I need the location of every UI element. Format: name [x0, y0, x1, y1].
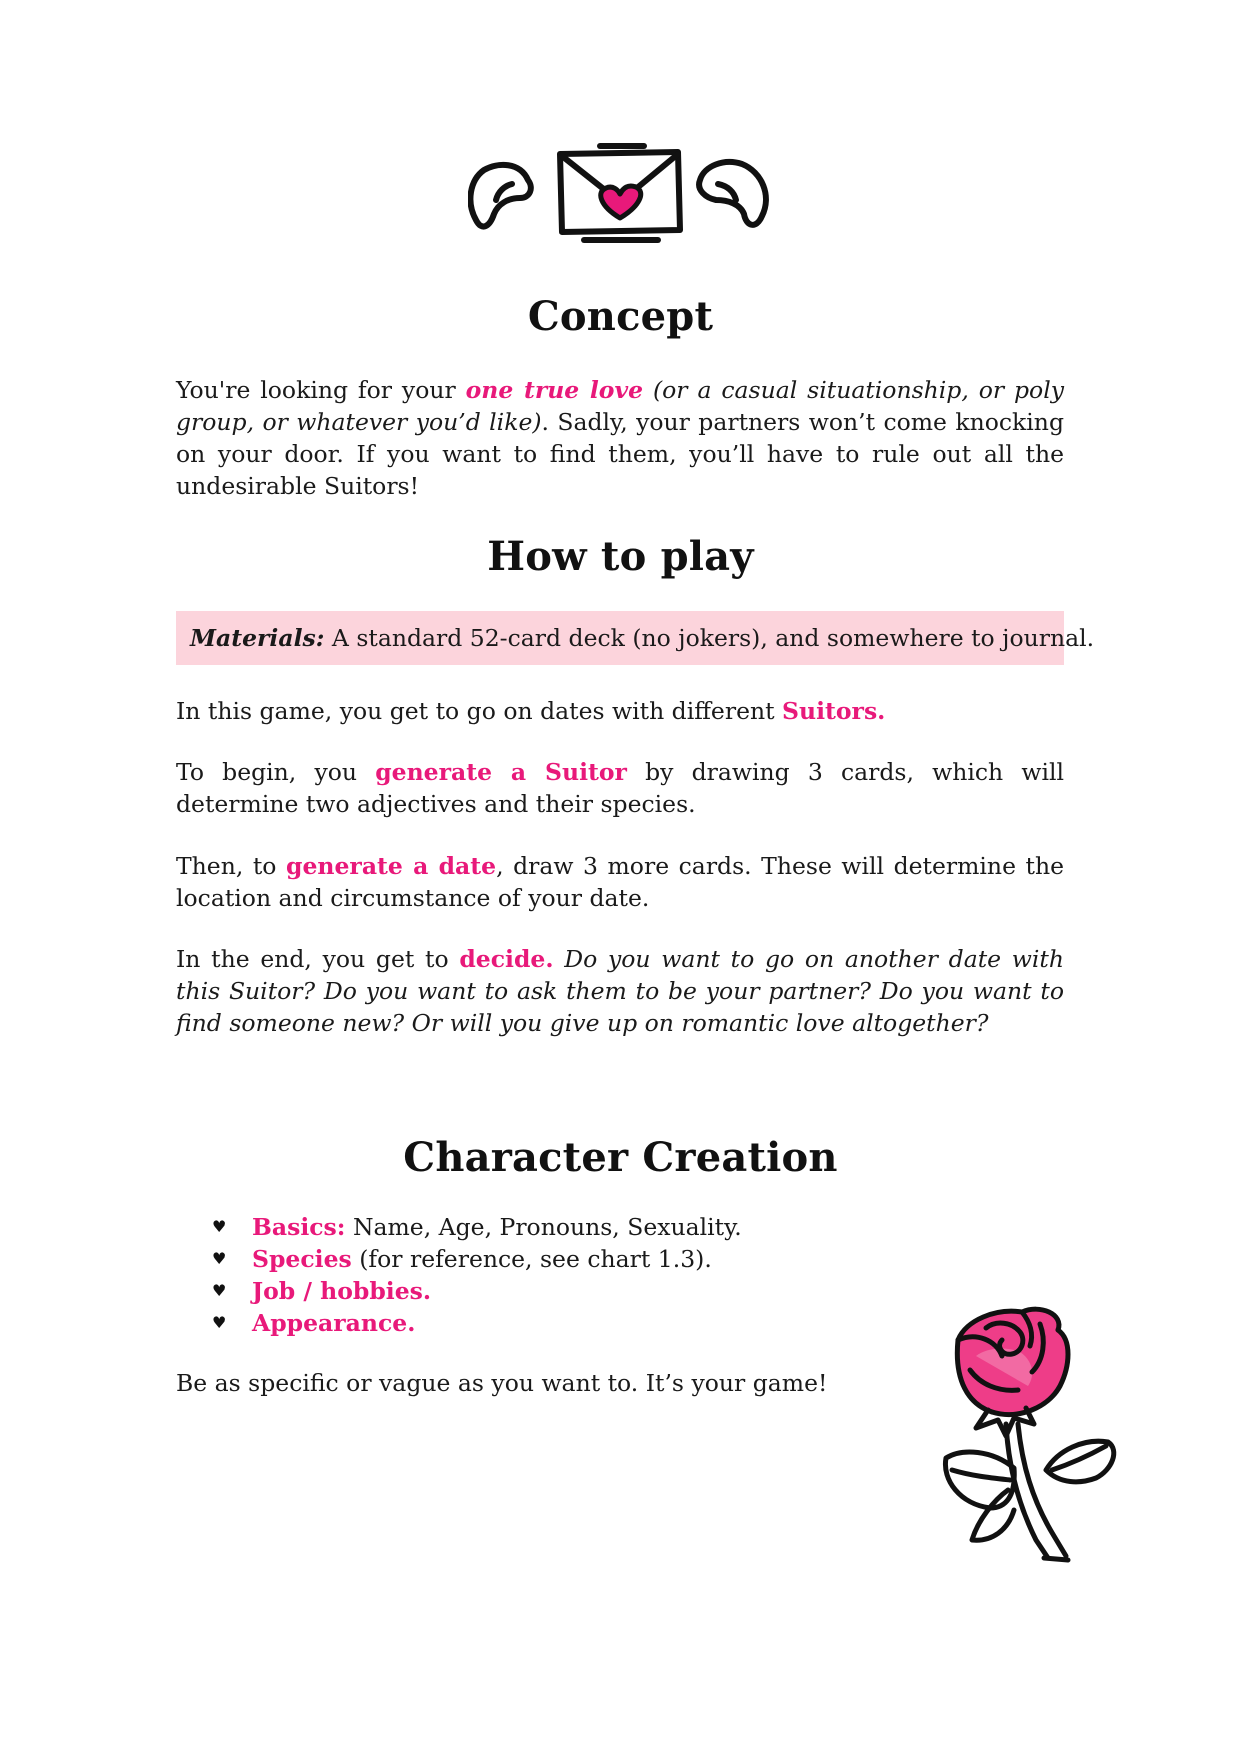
list-item-label: Basics: — [252, 1213, 346, 1241]
heart-bullet-icon: ♥ — [212, 1281, 227, 1300]
decide-paragraph — [176, 943, 1064, 1039]
suitors-paragraph — [176, 695, 1064, 727]
list-item — [176, 1211, 1064, 1243]
generate-suitor-highlight: generate a Suitor — [375, 758, 627, 786]
generate-suitor-paragraph — [176, 756, 1064, 820]
list-item — [176, 1307, 1064, 1339]
rose-icon — [936, 1300, 1126, 1570]
materials-callout — [176, 611, 1095, 665]
suitors-highlight: Suitors. — [782, 697, 886, 725]
concept-aside: (or a casual situationship, or poly group, or whatever you’d like) — [176, 376, 1064, 436]
concept-rest: . Sadly, your partners won’t come knocking on your door. If you want to find them, you’ll have to rule out all the undesirable Suitors! — [176, 408, 1064, 500]
decide-questions: Do you want to go on another date with this Suitor? Do you want to ask them to be your partner? Do you want to find someone new? Or will you give up on romantic love altogether? — [176, 945, 1064, 1037]
list-item-label: Job / hobbies. — [252, 1277, 432, 1305]
concept-heading: Concept — [527, 293, 714, 340]
closing-line: Be as specific or vague as you want to. It’s your game! — [176, 1369, 828, 1397]
heart-bullet-icon: ♥ — [212, 1313, 227, 1332]
decide-text-a: In the end, you get to — [176, 945, 460, 973]
generate-date-text-b: , draw 3 more cards. These will determine the location and circumstance of your date. — [176, 852, 1065, 912]
generate-suitor-text-b: by drawing 3 cards, which will determine two adjectives and their species. — [176, 758, 1064, 818]
list-item-text: Name, Age, Pronouns, Sexuality. — [345, 1213, 742, 1241]
generate-suitor-text-a: To begin, you — [176, 758, 376, 786]
generate-date-text-a: Then, to — [176, 852, 287, 880]
one-true-love-highlight: one true love — [465, 376, 644, 404]
decide-highlight: decide. — [459, 945, 554, 973]
materials-text: A standard 52-card deck (no jokers), and somewhere to journal. — [324, 624, 1095, 652]
list-item-text: (for reference, see chart 1.3). — [351, 1245, 712, 1273]
concept-intro: You're looking for your — [176, 376, 466, 404]
suitors-text: In this game, you get to go on dates with different — [176, 697, 783, 725]
how-to-play-heading: How to play — [487, 533, 754, 580]
character-creation-heading: Character Creation — [403, 1134, 838, 1181]
winged-love-letter-icon — [468, 140, 778, 250]
concept-paragraph — [176, 374, 1064, 502]
heart-bullet-icon: ♥ — [212, 1249, 227, 1268]
list-item-label: Species — [252, 1245, 352, 1273]
list-item-label: Appearance. — [252, 1309, 416, 1337]
list-item — [176, 1275, 1064, 1307]
generate-date-paragraph — [176, 850, 1064, 914]
character-creation-list — [176, 1211, 1064, 1339]
list-item — [176, 1243, 1064, 1275]
materials-label: Materials: — [190, 624, 325, 652]
generate-date-highlight: generate a date — [286, 852, 497, 880]
heart-bullet-icon: ♥ — [212, 1217, 227, 1236]
